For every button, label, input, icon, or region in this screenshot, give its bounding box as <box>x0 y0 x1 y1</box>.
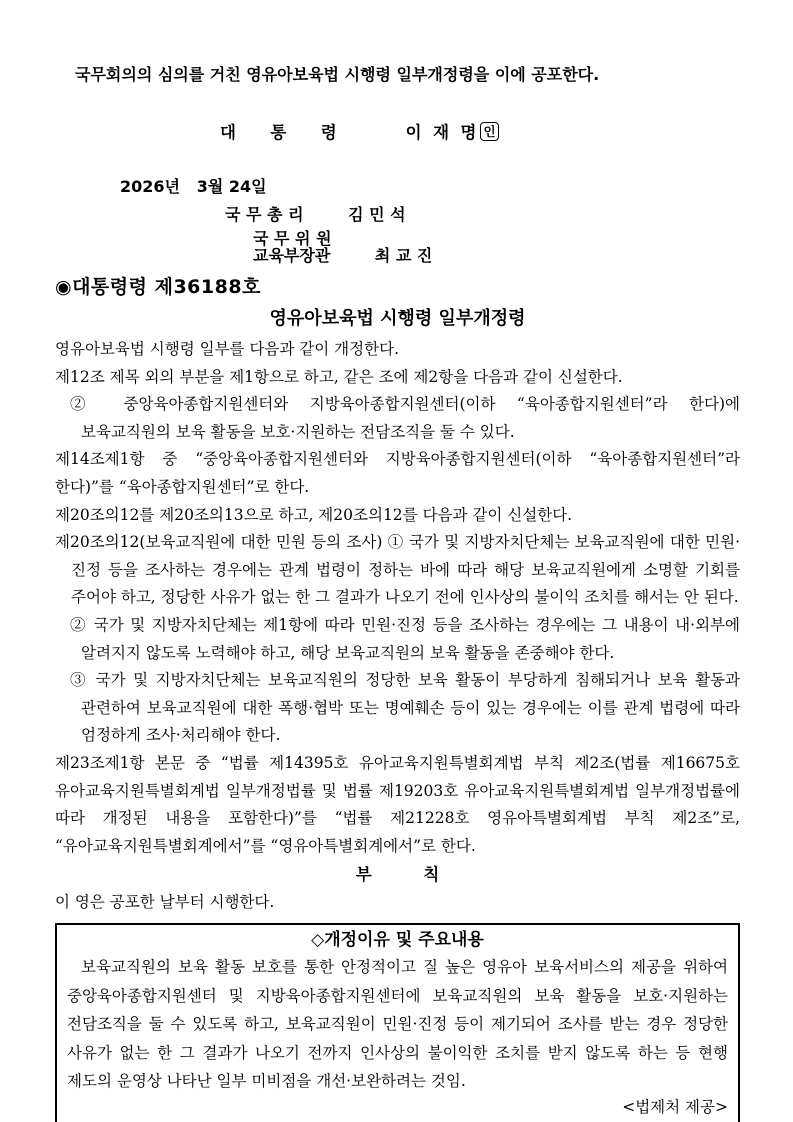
decree-paragraph: 제20조의12(보육교직원에 대한 민원 등의 조사) ① 국가 및 지방자치단체는 보육교직원에 대한 민원·진정 등을 조사하는 경우에는 관계 법령이 정하는 바에 따라 해당 보육교직원에게 소명할 기회를 주어야 하고, 정당한 사유가 없는 한 그 결과가 나오기 전에 인사상의 불이익 조치를 해서는 안 된다. <box>55 533 740 607</box>
decree-paragraph: ② 국가 및 지방자치단체는 제1항에 따라 민원·진정 등을 조사하는 경우에는 그 내용이 내·외부에 알려지지 않도록 노력해야 하고, 해당 보육교직원의 보육 활동을 존중해야 한다. <box>70 615 740 662</box>
prime-minister-line: 국 무 총 리 김 민 석 <box>225 205 406 224</box>
promulgation-date: 2026년 3월 24일 <box>120 177 267 196</box>
reason-box-title: ◇개정이유 및 주요내용 <box>311 930 484 951</box>
decree-title: 영유아보육법 시행령 일부개정령 <box>269 308 526 329</box>
decree-paragraph: ③ 국가 및 지방자치단체는 보육교직원의 정당한 보육 활동이 부당하게 침해되거나 보육 활동과 관련하여 보육교직원에 대한 폭행·협박 또는 명예훼손 등이 있는 경우에는 이를 관계 법령에 따라 엄정하게 조사·처리해야 한다. <box>70 671 740 745</box>
education-minister-line: 교육부장관 최 교 진 <box>253 246 433 265</box>
reason-box-body: 보육교직원의 보육 활동 보호를 통한 안정적이고 질 높은 영유아 보육서비스의 제공을 위하여 중앙육아종합지원센터 및 지방육아종합지원센터에 보육교직원의 보육 활동을 보호·지원하는 전담조직을 둘 수 있도록 하고, 보육교직원이 민원·진정 등이 제기되어 조사를 받는 경우 정당한 사유가 없는 한 그 결과가 나오기 전까지 인사상의 불이익한 조치를 받지 않도록 하는 등 현행 제도의 운영상 나타난 일부 미비점을 개선·보완하려는 것임. <box>67 958 728 1091</box>
president-signature-line <box>197 100 740 166</box>
decree-paragraph: 제14조제1항 중 “중앙육아종합지원센터와 지방육아종합지원센터(이하 “육아종합지원센터”라 한다)”를 “육아종합지원센터”로 한다. <box>55 450 740 496</box>
decree-paragraph: 제12조 제목 외의 부분을 제1항으로 하고, 같은 조에 제2항을 다음과 같이 신설한다. <box>55 367 623 386</box>
decree-paragraph: 제20조의12를 제20조의13으로 하고, 제20조의12를 다음과 같이 신설한다. <box>55 505 573 524</box>
addendum-heading: 부 칙 <box>355 865 440 885</box>
decree-body <box>55 336 740 860</box>
addendum-text: 이 영은 공포한 날부터 시행한다. <box>55 892 275 911</box>
amendment-reason-box <box>55 923 740 1122</box>
decree-number-heading: ◉대통령령 제36188호 <box>55 276 261 298</box>
decree-paragraph: ② 중앙육아종합지원센터와 지방육아종합지원센터(이하 “육아종합지원센터”라 한다)에 보육교직원의 보육 활동을 보호·지원하는 전담조직을 둘 수 있다. <box>70 395 740 441</box>
minister-signature-block <box>253 230 740 264</box>
state-council-member-line: 국 무 위 원 <box>253 229 332 248</box>
decree-paragraph: 영유아보육법 시행령 일부를 다음과 같이 개정한다. <box>55 340 399 358</box>
president-seal: 인 <box>480 122 498 141</box>
promulgation-line: 국무회의의 심의를 거친 영유아보육법 시행령 일부개정령을 이에 공포한다. <box>75 65 600 84</box>
decree-paragraph: 제23조제1항 본문 중 “법률 제14395호 유아교육지원특별회계법 부칙 제2조(법률 제16675호 유아교육지원특별회계법 일부개정법률 및 법률 제19203호 유아교육지원특별회계법 일부개정법률에 따라 개정된 내용을 포함한다)”를 “법률 제21228호 영유아특별회계법 부칙 제2조”로, “유아교육지원특별회계에서”를 “영유아특별회계에서”로 한다. <box>55 753 740 855</box>
president-title-and-name: 대 통 령 이 재 명 <box>219 123 477 142</box>
reason-box-credit: <법제처 제공> <box>622 1097 728 1116</box>
